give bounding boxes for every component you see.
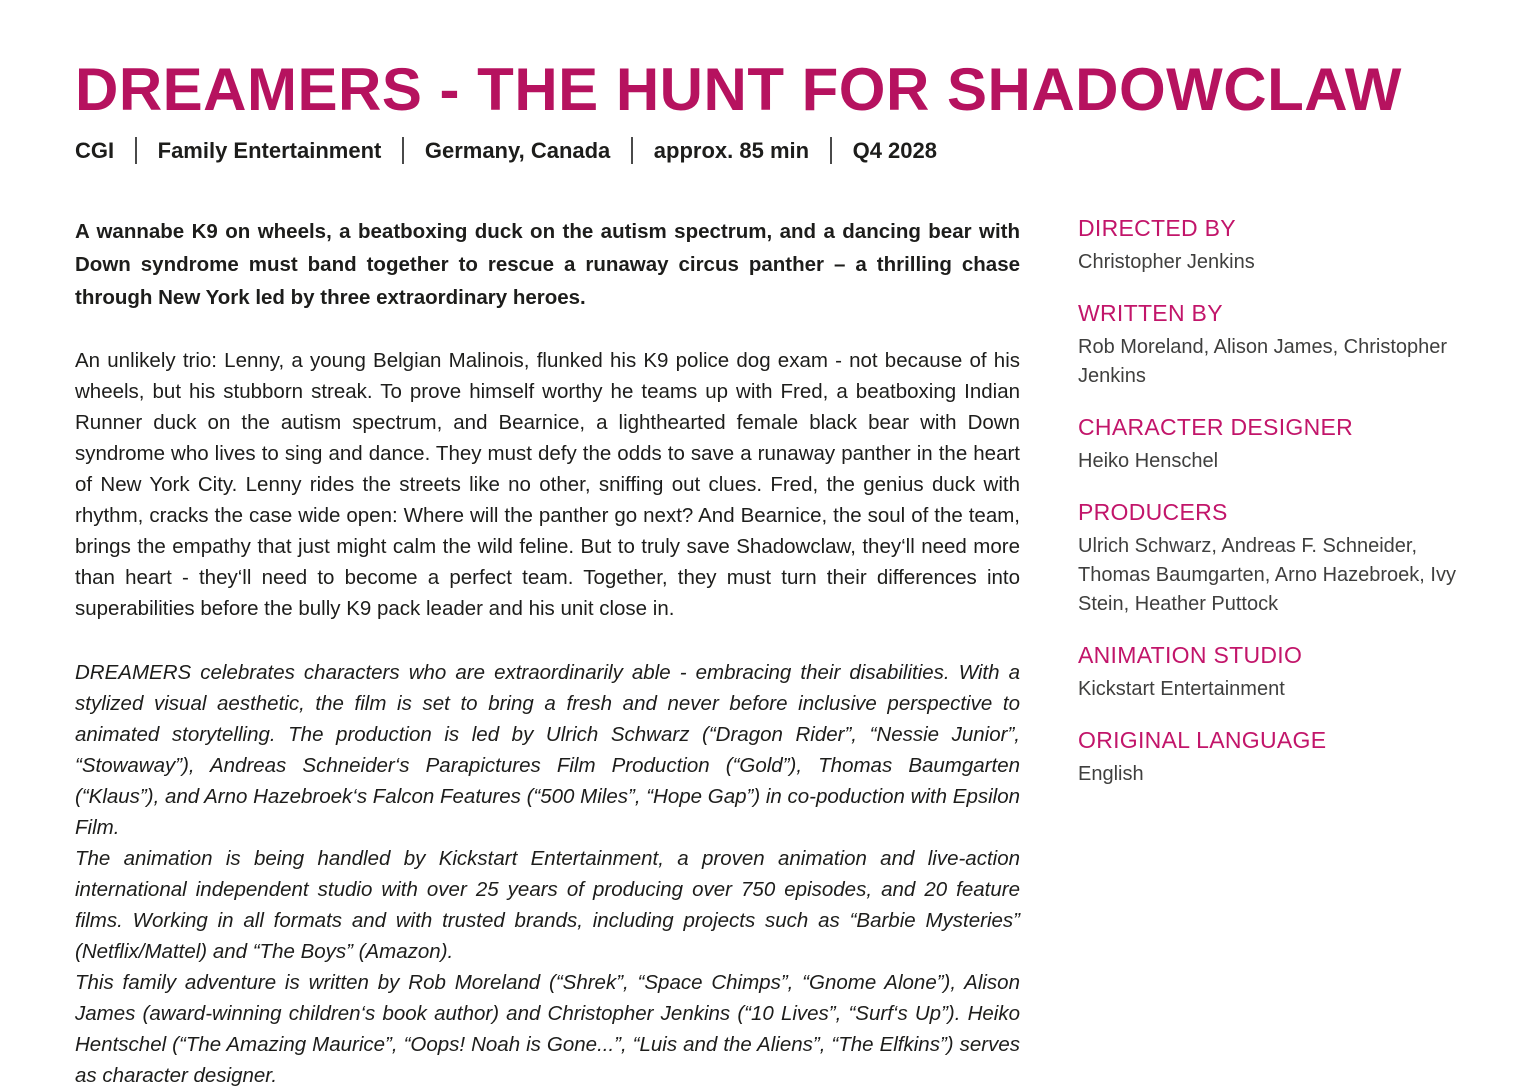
credit-section-directed-by bbox=[1078, 215, 1458, 277]
credit-value: Kickstart Entertainment bbox=[1078, 678, 1285, 700]
meta-bar bbox=[75, 137, 1455, 164]
credit-value: Christopher Jenkins bbox=[1078, 251, 1255, 273]
meta-item-countries: Germany, Canada bbox=[424, 137, 611, 163]
credit-value: Rob Moreland, Alison James, Christopher Jenkins bbox=[1078, 336, 1448, 387]
production-notes-paragraph-3: This family adventure is written by Rob Moreland (“Shrek”, “Space Chimps”, “Gnome Alone”), Alison James (award-winning children‘s book author) and Christopher Jenkins (“10 Lives”, “Surf‘s Up”). Heiko Hentschel (“The Amazing Maurice”, “Oops! Noah is Gone...”, “Luis and the Aliens”, “The Elfkins”) serves as character designer. bbox=[75, 971, 1020, 1087]
meta-divider bbox=[830, 137, 832, 164]
production-notes-paragraph-1: DREAMERS celebrates characters who are extraordinarily able - embracing their disabilities. With a stylized visual aesthetic, the film is set to bring a fresh and never before inclusive perspective to animated storytelling. The production is led by Ulrich Schwarz (“Dragon Rider”, “Nessie Junior”, “Stowaway”), Andreas Schneider‘s Parapictures Film Production (“Gold”), Thomas Baumgarten (“Klaus”), and Arno Hazebroek‘s Falcon Features (“500 Miles”, “Hope Gap”) in co-poduction with Epsilon Film. bbox=[75, 661, 1020, 839]
credit-section-character-designer bbox=[1078, 414, 1458, 476]
credit-section-original-language bbox=[1078, 727, 1458, 789]
meta-item-release: Q4 2028 bbox=[852, 137, 937, 163]
logline: A wannabe K9 on wheels, a beatboxing duck on the autism spectrum, and a dancing bear with Down syndrome must band together to rescue a runaway circus panther – a thrilling chase through New York led by three extraordinary heroes. bbox=[75, 220, 1020, 309]
credit-value: English bbox=[1078, 763, 1144, 785]
production-notes bbox=[75, 657, 1020, 1091]
meta-divider bbox=[135, 137, 137, 164]
meta-item-runtime: approx. 85 min bbox=[653, 137, 810, 163]
meta-divider bbox=[631, 137, 633, 164]
content-columns bbox=[75, 215, 1455, 1091]
synopsis-paragraph: An unlikely trio: Lenny, a young Belgian Malinois, flunked his K9 police dog exam - not because of his wheels, but his stubborn streak. To prove himself worthy he teams up with Fred, a beatboxing Indian Runner duck on the autism spectrum, and Bearnice, a lighthearted female black bear with Down syndrome who lives to sing and dance. They must defy the odds to save a runaway panther in the heart of New York City. Lenny rides the streets like no other, sniffing out clues. Fred, the genius duck with rhythm, cracks the case wide open: Where will the panther go next? And Bearnice, the soul of the team, brings the empathy that just might calm the wild feline. But to truly save Shadowclaw, they‘ll need more than heart - they‘ll need to become a perfect team. Together, they must turn their differences into superabilities before the bully K9 pack leader and his unit close in. bbox=[75, 349, 1020, 620]
credit-section-written-by bbox=[1078, 300, 1458, 391]
meta-item-genre: Family Entertainment bbox=[157, 137, 382, 163]
credit-section-producers bbox=[1078, 499, 1458, 619]
production-notes-paragraph-2: The animation is being handled by Kickstart Entertainment, a proven animation and live-action international independent studio with over 25 years of producing over 750 episodes, and 20 feature films. Working in all formats and with trusted brands, including projects such as “Barbie Mysteries” (Netflix/Mattel) and “The Boys” (Amazon). bbox=[75, 847, 1020, 963]
credit-value: Heiko Henschel bbox=[1078, 450, 1219, 472]
page-title: DREAMERS - THE HUNT FOR SHADOWCLAW bbox=[75, 56, 1402, 123]
meta-divider bbox=[402, 137, 404, 164]
credit-section-animation-studio bbox=[1078, 642, 1458, 704]
credit-value: Ulrich Schwarz, Andreas F. Schneider, Thomas Baumgarten, Arno Hazebroek, Ivy Stein, Heather Puttock bbox=[1078, 535, 1456, 615]
credits-sidebar bbox=[1078, 215, 1458, 1091]
credit-label: ORIGINAL LANGUAGE bbox=[1078, 727, 1327, 753]
meta-item-format: CGI bbox=[75, 137, 115, 163]
credit-label: CHARACTER DESIGNER bbox=[1078, 414, 1354, 440]
credit-label: DIRECTED BY bbox=[1078, 215, 1236, 241]
credit-label: WRITTEN BY bbox=[1078, 300, 1223, 326]
credit-label: ANIMATION STUDIO bbox=[1078, 642, 1303, 668]
synopsis-column bbox=[75, 215, 1020, 1091]
credit-label: PRODUCERS bbox=[1078, 499, 1228, 525]
